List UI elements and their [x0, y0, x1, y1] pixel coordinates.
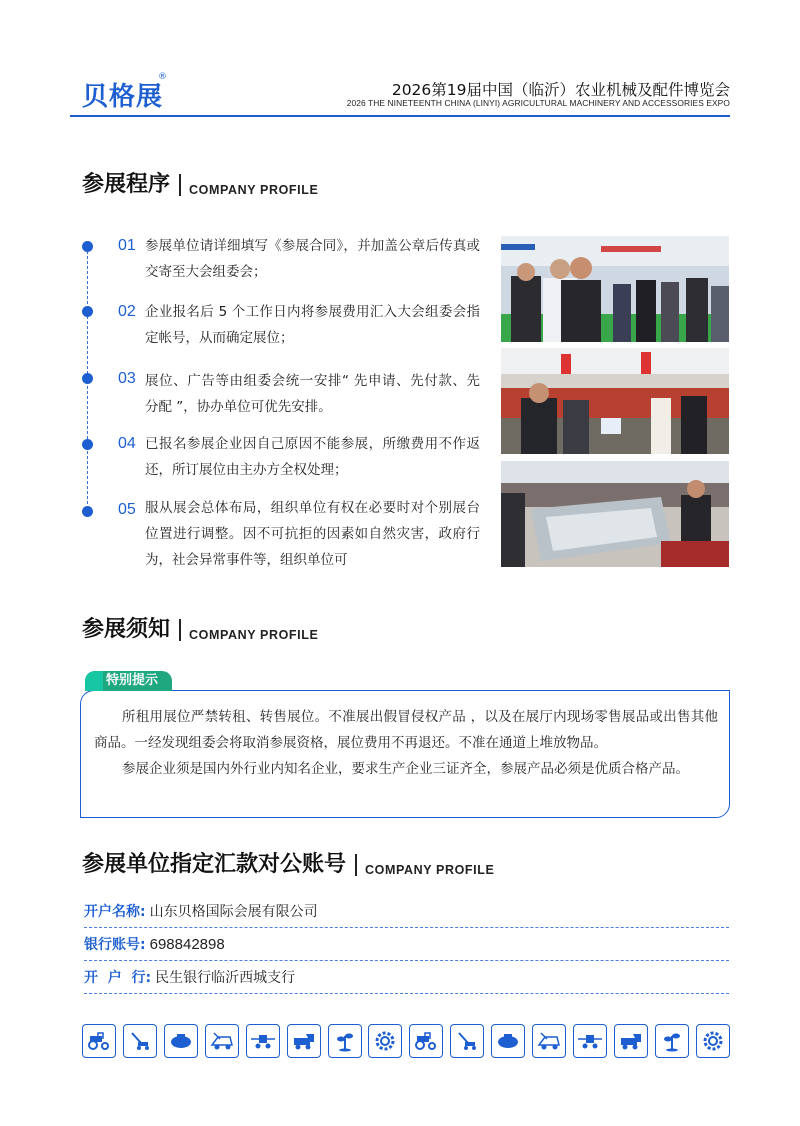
section-subtitle: COMPANY PROFILE	[189, 183, 319, 197]
heading-divider	[179, 174, 181, 196]
expo-photo-visitors	[501, 348, 729, 454]
notice-paragraph: 所租用展位严禁转租、转售展位。不准展出假冒侵权产品 ，以及在展厅内现场零售展品或出售其他商品。一经发现组委会将取消参展资格，展位费用不再退还。不准在通道上堆放物品。	[94, 709, 718, 751]
step-marker	[82, 506, 93, 517]
step-marker	[82, 306, 93, 317]
bank-label: 开 户 行:	[84, 970, 152, 986]
section-heading-procedure	[82, 172, 318, 198]
section-subtitle: COMPANY PROFILE	[365, 863, 495, 877]
brand-logo: 贝格展	[82, 82, 164, 112]
step-text: 展位、广告等由组委会统一安排“ 先申请、先付款、先分配 ”，协办单位可优先安排。	[145, 373, 480, 415]
account-row-number	[84, 928, 729, 961]
section-subtitle: COMPANY PROFILE	[189, 628, 319, 642]
notice-tag-label: 特别提示	[106, 673, 159, 688]
heading-divider	[179, 619, 181, 641]
sprayer-icon	[246, 1024, 280, 1058]
harvester-icon	[205, 1024, 239, 1058]
account-name-value: 山东贝格国际会展有限公司	[149, 904, 318, 920]
plant-icon	[328, 1024, 362, 1058]
step-number: 03	[118, 370, 136, 387]
heading-divider	[355, 854, 357, 876]
engine-icon	[491, 1024, 525, 1058]
step-text: 服从展会总体布局，组织单位有权在必要时对个别展台位置进行调整。因不可抗拒的因素如自然灾害，政府行为，社会异常事件等，组织单位可	[145, 500, 480, 568]
section-heading-notice	[82, 617, 318, 643]
combine-icon	[614, 1024, 648, 1058]
expo-photo-machine	[501, 461, 729, 567]
step-number: 05	[118, 501, 136, 518]
step-number: 01	[118, 237, 136, 254]
tractor-icon	[409, 1024, 443, 1058]
account-row-bank	[84, 961, 729, 994]
account-number-label: 银行账号:	[84, 937, 146, 953]
gear-icon	[696, 1024, 730, 1058]
section-title: 参展单位指定汇款对公账号	[82, 852, 347, 877]
header-divider	[70, 115, 730, 117]
expo-photo-crowd	[501, 236, 729, 342]
registered-mark: ®	[158, 72, 167, 82]
notice-paragraph: 参展企业须是国内外行业内知名企业，要求生产企业三证齐全，参展产品必须是优质合格产品。	[122, 761, 689, 777]
expo-subtitle: 2026 THE NINETEENTH CHINA (LINYI) AGRICULTURAL MACHINERY AND ACCESSORIES EXPO	[346, 98, 730, 108]
notice-tag-accent	[85, 671, 103, 691]
step-number: 04	[118, 435, 136, 452]
gear-icon	[368, 1024, 402, 1058]
step-marker	[82, 241, 93, 252]
step-number: 02	[118, 303, 136, 320]
combine-icon	[287, 1024, 321, 1058]
account-row-name	[84, 895, 729, 928]
mower-icon	[123, 1024, 157, 1058]
step-text: 已报名参展企业因自己原因不能参展，所缴费用不作返还，所订展位由主办方全权处理；	[145, 436, 480, 478]
machinery-icon-row	[82, 1024, 730, 1058]
tractor-icon	[82, 1024, 116, 1058]
section-title: 参展须知	[82, 617, 171, 642]
harvester-icon	[532, 1024, 566, 1058]
account-number-value: 698842898	[149, 935, 225, 953]
section-heading-account	[82, 852, 494, 878]
plant-icon	[655, 1024, 689, 1058]
step-text: 参展单位请详细填写《参展合同》，并加盖公章后传真或交寄至大会组委会；	[145, 238, 480, 280]
section-title: 参展程序	[82, 172, 171, 197]
step-text: 企业报名后 5 个工作日内将参展费用汇入大会组委会指定帐号，从而确定展位；	[145, 304, 480, 346]
expo-title: 2026第19届中国（临沂）农业机械及配件博览会	[391, 81, 730, 99]
mower-icon	[450, 1024, 484, 1058]
bank-value: 民生银行临沂西城支行	[155, 970, 296, 986]
sprayer-icon	[573, 1024, 607, 1058]
account-name-label: 开户名称:	[84, 904, 146, 920]
step-marker	[82, 439, 93, 450]
engine-icon	[164, 1024, 198, 1058]
step-marker	[82, 373, 93, 384]
